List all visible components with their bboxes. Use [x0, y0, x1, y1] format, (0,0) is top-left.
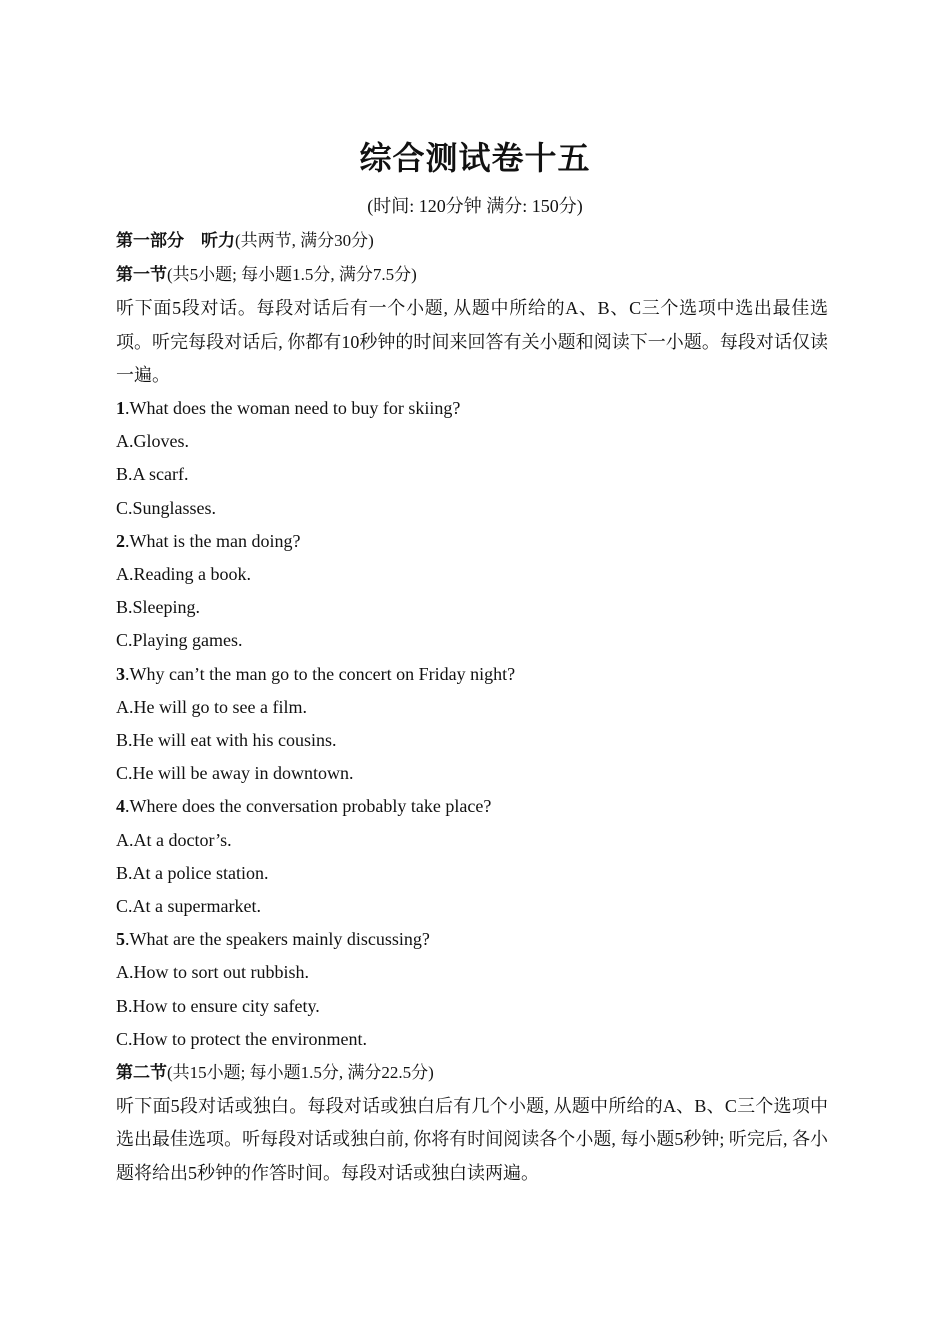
question-4: [116, 790, 828, 923]
part-heading: [116, 224, 828, 258]
option-a: A.How to sort out rubbish.: [116, 962, 309, 983]
question-stem: [116, 392, 828, 425]
section-2-heading: [116, 1056, 828, 1090]
option-a: A.Gloves.: [116, 431, 189, 452]
page-title: 综合测试卷十五: [359, 139, 591, 177]
option-c: C.At a supermarket.: [116, 896, 261, 917]
option-c: C.Sunglasses.: [116, 497, 217, 518]
option-b: B.At a police station.: [116, 862, 269, 883]
question-text: .Why can’t the man go to the concert on Friday night?: [125, 663, 516, 684]
question-stem: [116, 790, 828, 823]
option-a: A.Reading a book.: [116, 564, 251, 585]
question-stem: [116, 923, 828, 956]
question-number: 5: [116, 929, 125, 950]
question-number: 2: [116, 530, 125, 551]
section-1-instructions: 听下面5段对话。每段对话后有一个小题, 从题中所给的A、B、C三个选项中选出最佳选项。听完每段对话后, 你都有10秒钟的时间来回答有关小题和阅读下一小题。每段对话仅读一遍。: [116, 298, 828, 385]
option-c: C.How to protect the environment.: [116, 1028, 367, 1049]
question-5: [116, 923, 828, 1056]
option-a: A.He will go to see a film.: [116, 696, 307, 717]
section-1-title: 第一节: [116, 265, 167, 286]
option-c: C.Playing games.: [116, 630, 243, 651]
question-3: [116, 658, 828, 791]
question-2: [116, 525, 828, 658]
question-text: .What are the speakers mainly discussing?: [125, 929, 430, 950]
section-2-note: (共15小题; 每小题1.5分, 满分22.5分): [167, 1063, 434, 1083]
question-text: .What does the woman need to buy for skiing?: [125, 398, 461, 419]
exam-content: [116, 224, 828, 1190]
section-1-note: (共5小题; 每小题1.5分, 满分7.5分): [167, 265, 417, 285]
question-stem: [116, 658, 828, 691]
part-heading-title: 第一部分 听力: [116, 231, 235, 251]
option-b: B.A scarf.: [116, 464, 189, 485]
option-c: C.He will be away in downtown.: [116, 763, 354, 784]
option-a: A.At a doctor’s.: [116, 829, 232, 850]
exam-time-and-score: (时间: 120分钟 满分: 150分): [367, 196, 583, 216]
part-heading-note: (共两节, 满分30分): [235, 231, 374, 250]
question-number: 1: [116, 398, 125, 419]
section-2-title: 第二节: [116, 1063, 167, 1084]
question-text: .Where does the conversation probably take place?: [125, 796, 492, 817]
question-number: 3: [116, 663, 125, 684]
section-2-instructions: 听下面5段对话或独白。每段对话或独白后有几个小题, 从题中所给的A、B、C三个选项中选出最佳选项。听每段对话或独白前, 你将有时间阅读各个小题, 每小题5秒钟; 听完后, 各小题将给出5秒钟的作答时间。每段对话或独白读两遍。: [116, 1096, 828, 1183]
option-b: B.How to ensure city safety.: [116, 995, 320, 1016]
question-text: .What is the man doing?: [125, 530, 301, 551]
question-number: 4: [116, 796, 125, 817]
question-stem: [116, 525, 828, 558]
option-b: B.He will eat with his cousins.: [116, 730, 337, 751]
question-1: [116, 392, 828, 525]
option-b: B.Sleeping.: [116, 597, 200, 618]
section-1-heading: [116, 258, 828, 292]
